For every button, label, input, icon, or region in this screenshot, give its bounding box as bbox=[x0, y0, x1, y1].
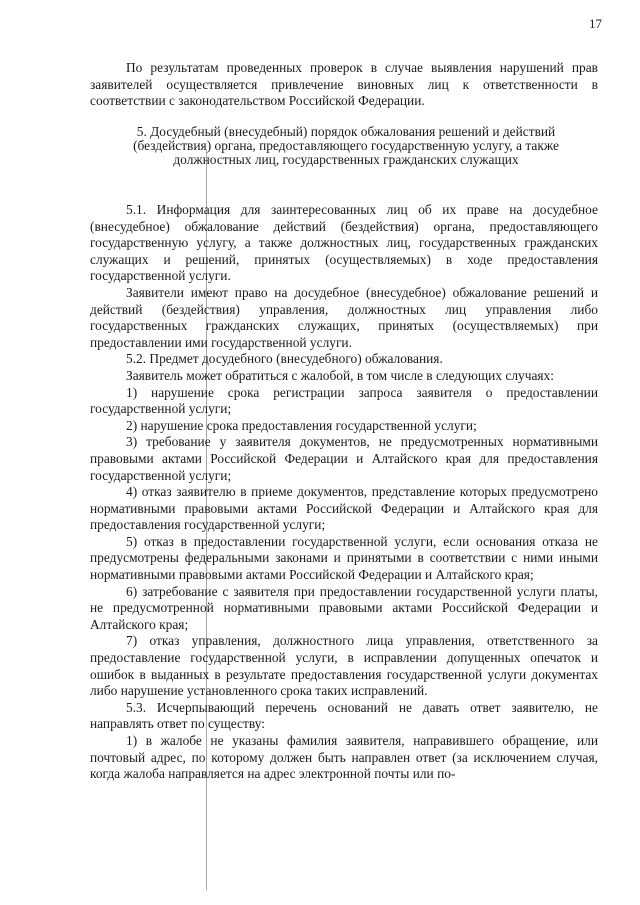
intro-paragraph: По результатам проведенных проверок в случае выявления нарушений прав заявителей осуществляется привлечение виновных лиц к ответственности в соответствии с законодательством Российской Федерации. bbox=[90, 60, 598, 109]
list-item-6: 6) затребование с заявителя при предоставлении государственной услуги платы, не предусмотренной нормативными правовыми актами Российской Федерации и Алтайского края; bbox=[90, 583, 598, 632]
paragraph-5-2: 5.2. Предмет досудебного (внесудебного) обжалования. bbox=[126, 351, 443, 367]
paragraph-5-3: 5.3. Исчерпывающий перечень оснований не давать ответ заявителю, не направлять ответ по существу: bbox=[90, 699, 598, 732]
list-item-5-3-1: 1) в жалобе не указаны фамилия заявителя, направившего обращение, или почтовый адрес, по которому должен быть направлен ответ (за исключением случая, когда жалоба направляется на адрес электронной почты или по- bbox=[90, 733, 598, 782]
paragraph-5-1: 5.1. Информация для заинтересованных лиц об их праве на досудебное (внесудебное) обжалование действий (бездействия) органа, предоставляющего государственную услугу, а также должностных лиц, государственных гражданских служащих и решений, принятых (осуществляемых) в ходе предоставления государственной услуги. bbox=[90, 202, 598, 284]
list-item-2: 2) нарушение срока предоставления государственной услуги; bbox=[126, 417, 477, 433]
intro-paragraph-block bbox=[90, 60, 598, 110]
list-item-3: 3) требование у заявителя документов, не предусмотренных нормативными правовыми актами Российской Федерации и Алтайского края для предоставления государственной услуги; bbox=[90, 434, 598, 483]
body-text bbox=[90, 202, 598, 783]
list-item-7: 7) отказ управления, должностного лица управления, ответственного за предоставление государственной услуги, в исправлении допущенных опечаток и ошибок в выданных в результате предоставления государственной услуги документах либо нарушение установленного срока таких исправлений. bbox=[90, 633, 598, 699]
section-heading: 5. Досудебный (внесудебный) порядок обжалования решений и действий (бездействия) органа, предоставляющего государственную услугу, а также должностных лиц, государственных гражданских служащих bbox=[133, 124, 559, 167]
list-item-4: 4) отказ заявителю в приеме документов, представление которых предусмотрено нормативными правовыми актами Российской Федерации и Алтайского края для предоставления государственной услуги; bbox=[90, 484, 598, 533]
list-item-1: 1) нарушение срока регистрации запроса заявителя о предоставлении государственной услуги; bbox=[90, 384, 598, 417]
paragraph-applicants-right: Заявители имеют право на досудебное (внесудебное) обжалование решений и действий (бездействия) управления, должностных лиц управления либо государственных гражданских служащих, принятых (осуществляемых) при предоставлении ими государственной услуги. bbox=[90, 284, 598, 350]
page-number: 17 bbox=[589, 16, 602, 31]
paragraph-complaint-cases: Заявитель может обратиться с жалобой, в том числе в следующих случаях: bbox=[126, 367, 554, 383]
list-item-5: 5) отказ в предоставлении государственной услуги, если основания отказа не предусмотрены федеральными законами и принятыми в соответствии с ними иными нормативными правовыми актами Российской Федерации и Алтайского края; bbox=[90, 533, 598, 583]
